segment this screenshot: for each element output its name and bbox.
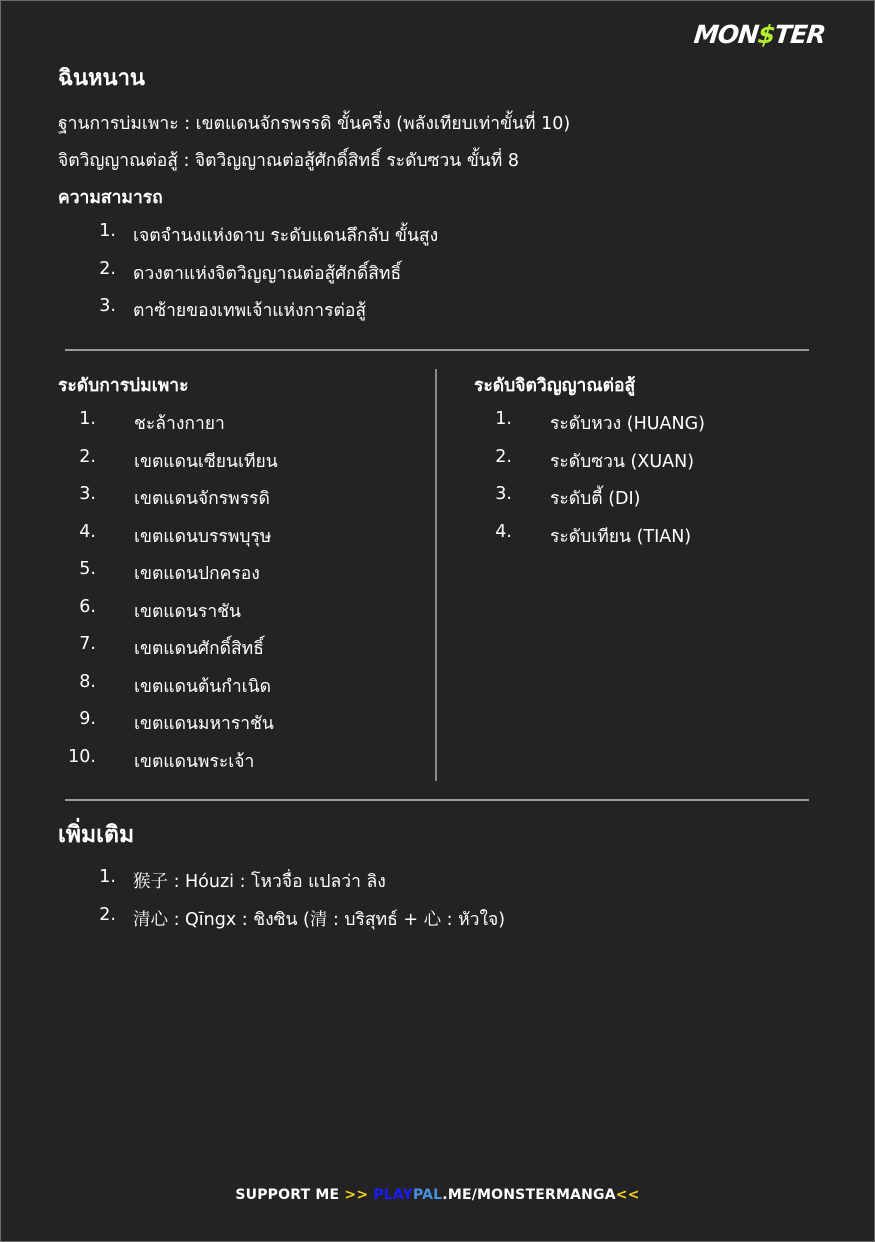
- column-divider: [435, 369, 437, 781]
- combat-soul-line: จิตวิญญาณต่อสู้ : จิตวิญญาณต่อสู้ศักดิ์สิทธิ์ ระดับซวน ขั้นที่ 8: [58, 151, 519, 171]
- divider-top: [65, 349, 809, 351]
- cultivation-levels-heading: ระดับการบ่มเพาะ: [58, 376, 189, 396]
- character-name: ฉินหนาน: [58, 66, 145, 91]
- soul-levels-heading: ระดับจิตวิญญาณต่อสู้: [474, 376, 636, 396]
- extra-heading: เพิ่มเติม: [58, 822, 135, 848]
- abilities-heading: ความสามารถ: [58, 188, 163, 208]
- monster-logo: MON$TER: [692, 20, 827, 49]
- support-footer[interactable]: SUPPORT ME >> PLAYPAL.ME/MONSTERMANGA<<: [235, 1187, 640, 1203]
- cultivation-base-line: ฐานการบ่มเพาะ : เขตแดนจักรพรรดิ ขั้นครึ่ง (พลังเทียบเท่าขั้นที่ 10): [58, 114, 571, 134]
- divider-bottom: [65, 799, 809, 801]
